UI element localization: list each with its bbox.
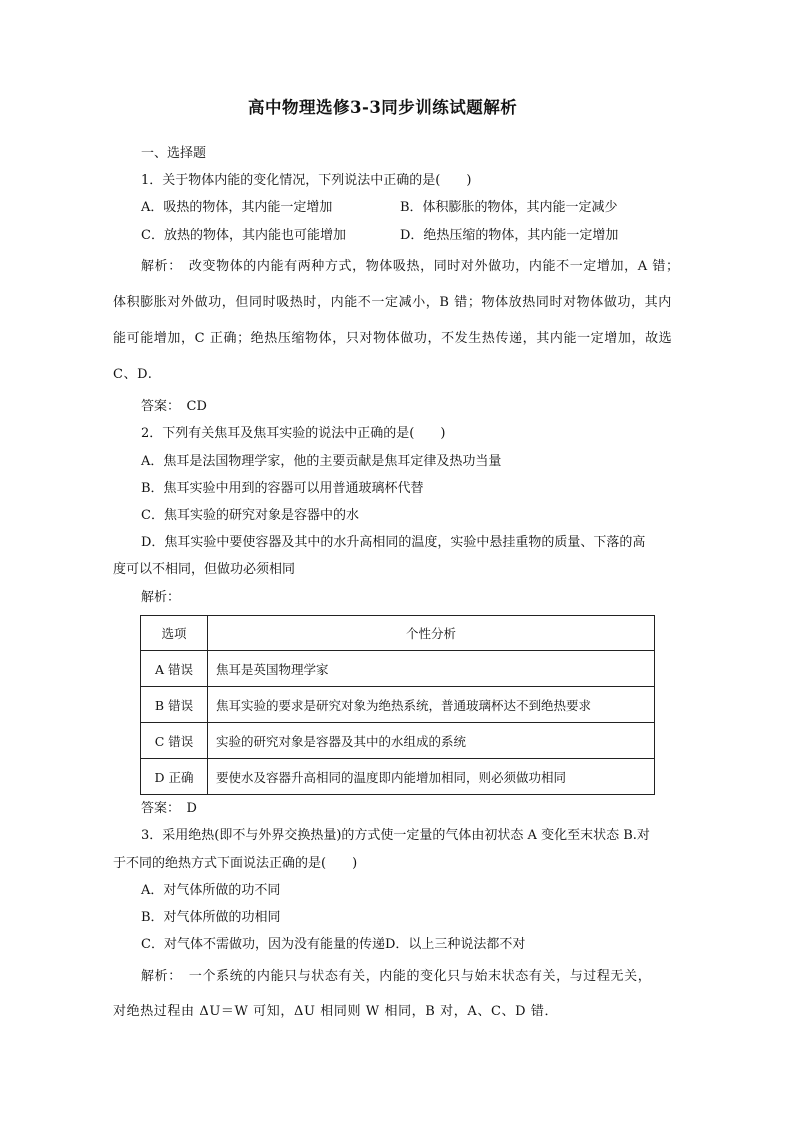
table-row bbox=[141, 723, 655, 759]
question-3-analysis-line: 对绝热过程由 ΔU＝W 可知，ΔU 相同则 W 相同，B 对，A、C、D 错． bbox=[113, 1004, 559, 1019]
question-3-analysis-line: 解析： 一个系统的内能只与状态有关，内能的变化只与始末状态有关，与过程无关， bbox=[141, 969, 652, 984]
question-1-stem: 1．关于物体内能的变化情况，下列说法中正确的是( ) bbox=[141, 173, 472, 188]
table-cell-option: D 正确 bbox=[141, 759, 208, 795]
question-2-option-d-continued: 度可以不相同，但做功必须相同 bbox=[113, 562, 296, 577]
table-header-cell: 个性分析 bbox=[208, 616, 655, 651]
question-3-option-c-d: C．对气体不需做功，因为没有能量的传递D．以上三种说法都不对 bbox=[141, 937, 526, 952]
table-cell-analysis: 焦耳是英国物理学家 bbox=[208, 651, 655, 687]
table-cell-option: C 错误 bbox=[141, 723, 208, 759]
page-title: 高中物理选修3-3同步训练试题解析 bbox=[248, 98, 518, 117]
question-2-analysis-label: 解析： bbox=[141, 590, 181, 605]
question-1-analysis-line: C、D. bbox=[113, 367, 153, 382]
question-1-analysis-line: 能可能增加，C 正确；绝热压缩物体，只对物体做功，不发生热传递，其内能一定增加，故选 bbox=[113, 331, 673, 346]
question-3-option-b: B．对气体所做的功相同 bbox=[141, 910, 281, 925]
question-3-option-a: A．对气体所做的功不同 bbox=[141, 883, 281, 898]
question-1-option-b: B．体积膨胀的物体，其内能一定减少 bbox=[400, 200, 618, 215]
table-cell-analysis: 实验的研究对象是容器及其中的水组成的系统 bbox=[208, 723, 655, 759]
question-2-answer: 答案： D bbox=[141, 801, 197, 816]
table-row bbox=[141, 687, 655, 723]
table-cell-analysis: 要使水及容器升高相同的温度即内能增加相同，则必须做功相同 bbox=[208, 759, 655, 795]
table-row bbox=[141, 759, 655, 795]
question-3-stem-continued: 于不同的绝热方式下面说法正确的是( ) bbox=[113, 856, 358, 871]
question-2-option-b: B．焦耳实验中用到的容器可以用普通玻璃杯代替 bbox=[141, 481, 424, 496]
table-row bbox=[141, 651, 655, 687]
question-1-analysis-line: 体积膨胀对外做功，但同时吸热时，内能不一定减小，B 错；物体放热同时对物体做功，其内 bbox=[113, 295, 672, 310]
question-1-answer: 答案： CD bbox=[141, 399, 207, 414]
table-cell-analysis: 焦耳实验的要求是研究对象为绝热系统，普通玻璃杯达不到绝热要求 bbox=[208, 687, 655, 723]
question-1-option-c: C．放热的物体，其内能也可能增加 bbox=[141, 228, 346, 243]
table-cell-option: A 错误 bbox=[141, 651, 208, 687]
table-header-row bbox=[141, 616, 655, 651]
question-2-option-d: D．焦耳实验中要使容器及其中的水升高相同的温度，实验中悬挂重物的质量、下落的高 bbox=[141, 535, 646, 550]
question-1-option-d: D．绝热压缩的物体，其内能一定增加 bbox=[400, 228, 619, 243]
question-2-option-c: C．焦耳实验的研究对象是容器中的水 bbox=[141, 508, 359, 523]
section-heading: 一、选择题 bbox=[141, 146, 207, 161]
question-1-option-a: A．吸热的物体，其内能一定增加 bbox=[141, 200, 333, 215]
question-2-stem: 2．下列有关焦耳及焦耳实验的说法中正确的是( ) bbox=[141, 426, 446, 441]
question-2-option-a: A．焦耳是法国物理学家，他的主要贡献是焦耳定律及热功当量 bbox=[141, 454, 502, 469]
table-header-cell: 选项 bbox=[141, 616, 208, 651]
question-3-stem: 3．采用绝热(即不与外界交换热量)的方式使一定量的气体由初状态 A 变化至末状态 B.对 bbox=[141, 828, 650, 843]
analysis-table bbox=[140, 615, 655, 795]
table-cell-option: B 错误 bbox=[141, 687, 208, 723]
question-1-analysis-line: 解析： 改变物体的内能有两种方式，物体吸热，同时对外做功，内能不一定增加，A 错； bbox=[141, 259, 680, 274]
